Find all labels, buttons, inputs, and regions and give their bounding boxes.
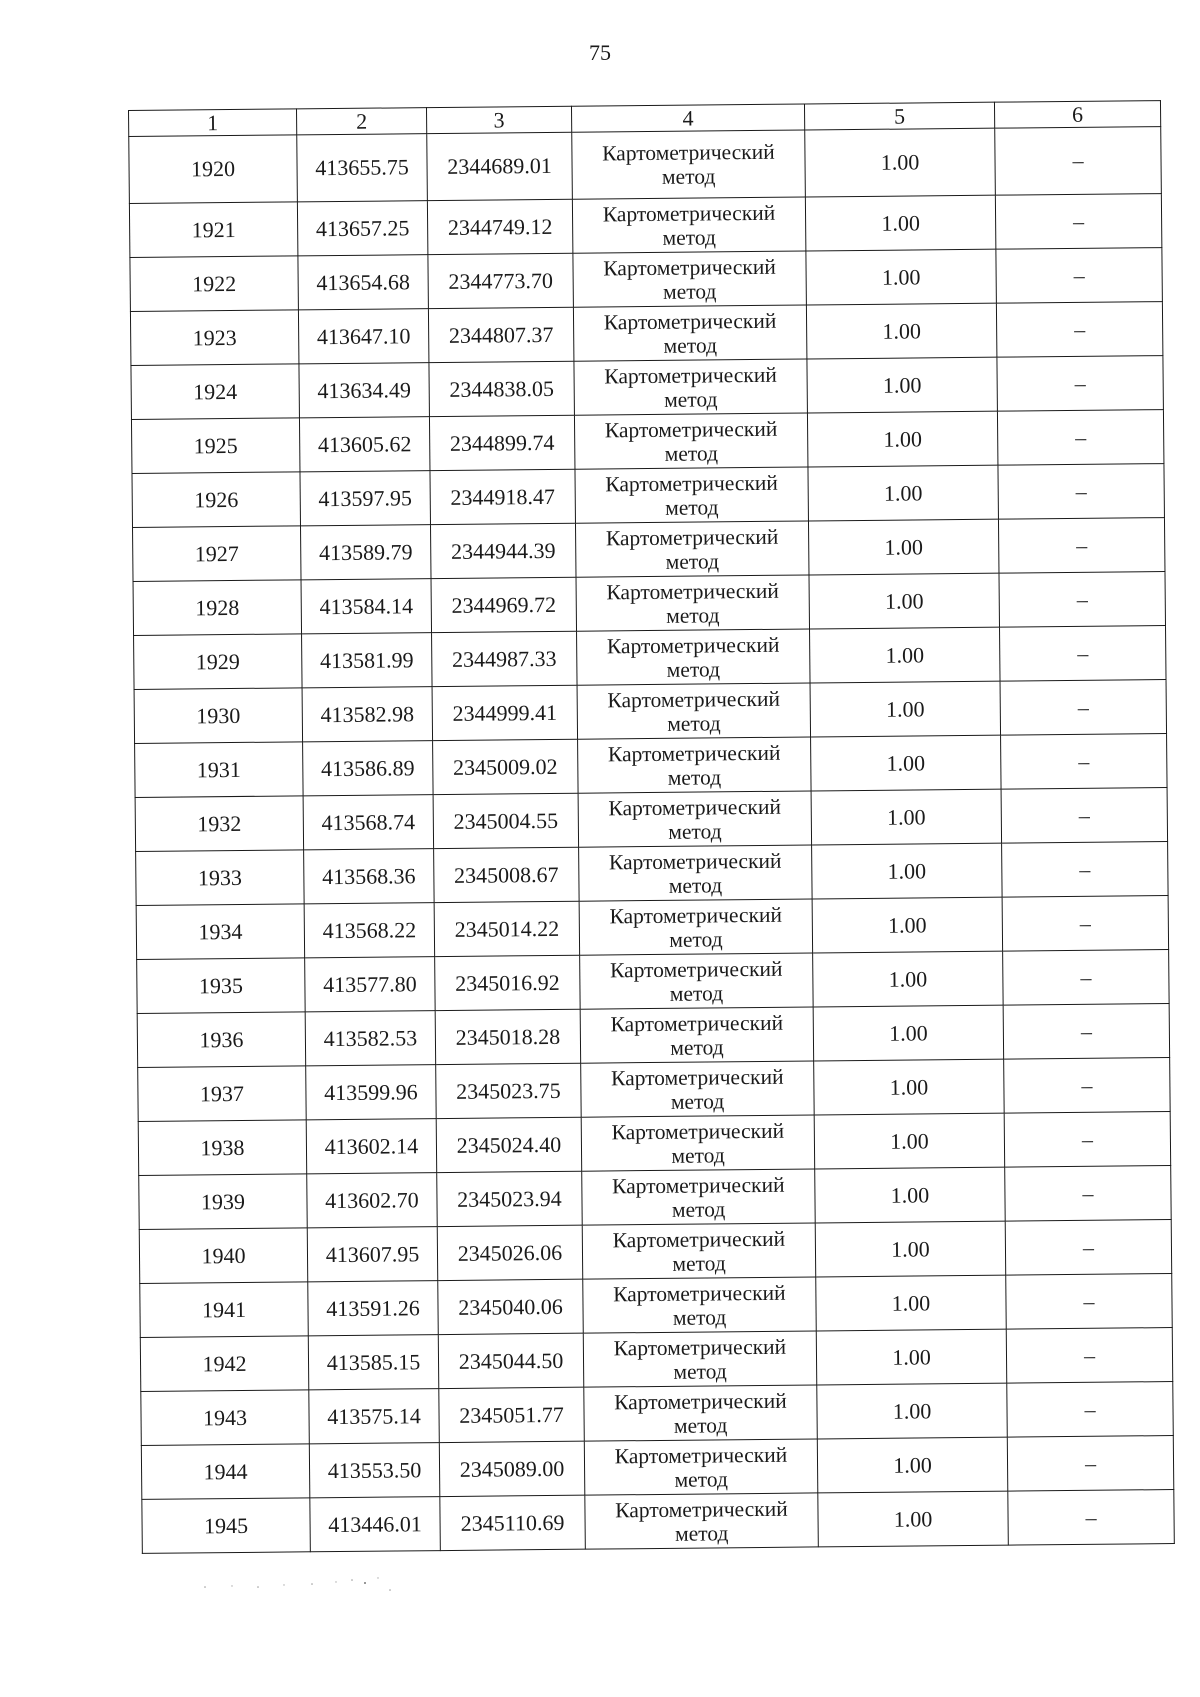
accuracy-cell: 1.00 (805, 195, 996, 251)
method-cell (578, 791, 812, 847)
x-coordinate-cell: 413553.50 (309, 1443, 440, 1498)
method-cell (583, 1277, 817, 1333)
note-cell: – (1001, 788, 1168, 844)
table-row (129, 127, 1162, 204)
method-line-1: Картометрический (602, 139, 775, 166)
accuracy-cell: 1.00 (811, 735, 1002, 791)
accuracy-cell: 1.00 (808, 465, 999, 521)
x-coordinate-cell: 413602.70 (307, 1173, 438, 1228)
method-line-2: метод (662, 224, 717, 250)
method-line-2: метод (666, 602, 720, 628)
table-row (140, 1274, 1172, 1338)
method-cell (578, 737, 812, 793)
table-row (133, 572, 1165, 636)
table-row (133, 518, 1165, 582)
method-cell (579, 899, 813, 955)
note-cell: – (995, 127, 1162, 196)
table-row (138, 1112, 1170, 1176)
accuracy-cell: 1.00 (814, 1113, 1005, 1169)
note-cell: – (1000, 680, 1167, 736)
note-cell: – (1006, 1328, 1173, 1384)
table-row (134, 626, 1166, 690)
method-line-2: метод (667, 764, 722, 790)
point-number-cell: 1920 (129, 135, 298, 204)
accuracy-cell: 1.00 (813, 951, 1004, 1007)
point-number-cell: 1937 (138, 1066, 307, 1122)
method-line-1: Картометрический (603, 308, 777, 334)
method-cell (575, 467, 809, 523)
x-coordinate-cell: 413634.49 (299, 363, 430, 418)
method-line-2: метод (674, 1466, 728, 1492)
accuracy-cell: 1.00 (806, 303, 997, 359)
note-cell: – (1006, 1274, 1173, 1330)
y-coordinate-cell: 2344987.33 (432, 631, 578, 686)
note-cell: – (1000, 626, 1167, 682)
point-number-cell: 1921 (129, 202, 298, 258)
method-cell (581, 1115, 815, 1171)
table-body (129, 127, 1175, 1554)
point-number-cell: 1928 (133, 580, 302, 636)
x-coordinate-cell: 413602.14 (306, 1119, 437, 1174)
method-line-2: метод (667, 710, 721, 736)
method-line-2: метод (661, 164, 716, 189)
y-coordinate-cell: 2345018.28 (435, 1009, 581, 1064)
method-line-1: Картометрический (604, 416, 778, 442)
y-coordinate-cell: 2345110.69 (440, 1495, 586, 1550)
x-coordinate-cell: 413647.10 (298, 309, 429, 364)
x-coordinate-cell: 413586.89 (303, 741, 434, 796)
x-coordinate-cell: 413599.96 (306, 1065, 437, 1120)
note-cell: – (1008, 1490, 1175, 1546)
point-number-cell: 1922 (130, 256, 299, 312)
note-cell: – (998, 518, 1165, 574)
note-cell: – (1003, 1004, 1170, 1060)
y-coordinate-cell: 2344999.41 (432, 685, 578, 740)
method-cell (585, 1493, 819, 1549)
y-coordinate-cell: 2345044.50 (438, 1333, 584, 1388)
y-coordinate-cell: 2345089.00 (439, 1441, 585, 1496)
point-number-cell: 1933 (136, 850, 305, 906)
point-number-cell: 1934 (136, 904, 305, 960)
point-number-cell: 1943 (141, 1390, 310, 1446)
method-line-1: Картометрический (614, 1442, 788, 1468)
method-cell (573, 251, 807, 307)
method-cell (580, 1007, 814, 1063)
method-line-2: метод (672, 1304, 727, 1330)
method-line-2: метод (673, 1412, 728, 1438)
note-cell: – (1002, 896, 1169, 952)
x-coordinate-cell: 413589.79 (300, 525, 431, 580)
method-line-1: Картометрический (607, 740, 781, 766)
x-coordinate-cell: 413568.74 (303, 795, 434, 850)
note-cell: – (1007, 1382, 1174, 1438)
method-line-2: метод (670, 1088, 725, 1114)
y-coordinate-cell: 2344899.74 (429, 415, 575, 470)
accuracy-cell: 1.00 (812, 897, 1003, 953)
y-coordinate-cell: 2344944.39 (430, 523, 576, 578)
point-number-cell: 1927 (133, 526, 302, 582)
note-cell: – (1005, 1220, 1172, 1276)
note-cell: – (1004, 1058, 1171, 1114)
method-line-2: метод (672, 1250, 726, 1276)
note-cell: – (995, 194, 1162, 250)
point-number-cell: 1923 (130, 310, 299, 366)
note-cell: – (999, 572, 1166, 628)
accuracy-cell: 1.00 (817, 1437, 1008, 1493)
point-number-cell: 1931 (135, 742, 304, 798)
point-number-cell: 1941 (140, 1282, 309, 1338)
accuracy-cell: 1.00 (807, 411, 998, 467)
y-coordinate-cell: 2345051.77 (439, 1387, 585, 1442)
method-line-1: Картометрический (609, 902, 783, 928)
x-coordinate-cell: 413591.26 (308, 1281, 439, 1336)
method-line-2: метод (664, 386, 718, 412)
method-line-2: метод (664, 440, 719, 466)
point-number-cell: 1944 (141, 1444, 310, 1500)
x-coordinate-cell: 413584.14 (301, 579, 432, 634)
method-line-2: метод (671, 1196, 726, 1222)
method-line-1: Картометрический (609, 956, 783, 982)
table-row (130, 302, 1162, 366)
method-line-1: Картометрический (606, 632, 780, 658)
header-cell-4: 4 (571, 104, 804, 132)
method-cell (583, 1331, 817, 1387)
method-line-1: Картометрический (614, 1388, 787, 1414)
y-coordinate-cell: 2345004.55 (433, 793, 579, 848)
table-row (131, 410, 1163, 474)
accuracy-cell: 1.00 (811, 789, 1002, 845)
table-row (140, 1328, 1172, 1392)
table-row (141, 1436, 1173, 1500)
note-cell: – (997, 410, 1164, 466)
y-coordinate-cell: 2344807.37 (428, 307, 574, 362)
header-cell-1: 1 (129, 109, 297, 137)
table-row (137, 950, 1169, 1014)
x-coordinate-cell: 413582.53 (305, 1011, 436, 1066)
note-cell: – (1001, 734, 1168, 790)
accuracy-cell: 1.00 (818, 1491, 1009, 1547)
method-line-2: метод (671, 1142, 725, 1168)
method-line-2: метод (673, 1358, 727, 1384)
method-line-1: Картометрический (605, 524, 779, 550)
method-line-1: Картометрический (611, 1172, 785, 1198)
y-coordinate-cell: 2345016.92 (435, 955, 581, 1010)
method-line-1: Картометрический (605, 470, 778, 496)
method-cell (575, 521, 809, 577)
point-number-cell: 1940 (139, 1228, 308, 1284)
x-coordinate-cell: 413575.14 (309, 1389, 440, 1444)
x-coordinate-cell: 413577.80 (305, 957, 436, 1012)
accuracy-cell: 1.00 (812, 843, 1003, 899)
method-line-1: Картометрический (607, 686, 781, 712)
method-cell (576, 575, 810, 631)
method-cell (572, 197, 806, 253)
table-row (135, 734, 1167, 798)
x-coordinate-cell: 413655.75 (297, 134, 428, 202)
table-row (139, 1220, 1171, 1284)
point-number-cell: 1938 (138, 1120, 307, 1176)
y-coordinate-cell: 2344838.05 (429, 361, 575, 416)
x-coordinate-cell: 413605.62 (299, 417, 430, 472)
y-coordinate-cell: 2345026.06 (437, 1225, 583, 1280)
accuracy-cell: 1.00 (805, 128, 996, 197)
accuracy-cell: 1.00 (815, 1221, 1006, 1277)
point-number-cell: 1939 (139, 1174, 308, 1230)
method-cell (584, 1439, 818, 1495)
accuracy-cell: 1.00 (810, 627, 1001, 683)
point-number-cell: 1932 (135, 796, 304, 852)
y-coordinate-cell: 2345023.75 (436, 1063, 582, 1118)
table-row (141, 1382, 1173, 1446)
method-cell (581, 1061, 815, 1117)
method-line-1: Картометрический (606, 578, 779, 604)
table-row (130, 248, 1162, 312)
method-line-2: метод (669, 926, 723, 952)
x-coordinate-cell: 413568.36 (304, 849, 435, 904)
accuracy-cell: 1.00 (816, 1275, 1007, 1331)
scan-specks (200, 1575, 430, 1595)
header-cell-2: 2 (296, 108, 426, 135)
table-row (131, 356, 1163, 420)
coordinates-sheet (128, 100, 1174, 1554)
point-number-cell: 1945 (142, 1498, 311, 1554)
accuracy-cell: 1.00 (809, 573, 1000, 629)
note-cell: – (1003, 950, 1170, 1006)
x-coordinate-cell: 413654.68 (298, 255, 429, 310)
y-coordinate-cell: 2344689.01 (427, 132, 573, 200)
y-coordinate-cell: 2344969.72 (431, 577, 577, 632)
method-line-2: метод (670, 1034, 724, 1060)
y-coordinate-cell: 2345023.94 (437, 1171, 583, 1226)
accuracy-cell: 1.00 (816, 1329, 1007, 1385)
method-cell (584, 1385, 818, 1441)
method-line-1: Картометрический (610, 1064, 784, 1090)
method-cell (572, 130, 806, 199)
note-cell: – (1004, 1112, 1171, 1168)
point-number-cell: 1925 (131, 418, 300, 474)
note-cell: – (997, 356, 1164, 412)
y-coordinate-cell: 2344918.47 (430, 469, 576, 524)
accuracy-cell: 1.00 (807, 357, 998, 413)
y-coordinate-cell: 2345014.22 (434, 901, 580, 956)
x-coordinate-cell: 413568.22 (304, 903, 435, 958)
note-cell: – (996, 248, 1163, 304)
note-cell: – (998, 464, 1165, 520)
table-row (142, 1490, 1174, 1554)
y-coordinate-cell: 2345040.06 (438, 1279, 584, 1334)
method-cell (579, 845, 813, 901)
y-coordinate-cell: 2344773.70 (428, 253, 574, 308)
y-coordinate-cell: 2345024.40 (436, 1117, 582, 1172)
table-row (137, 1004, 1169, 1068)
method-line-2: метод (665, 494, 719, 520)
accuracy-cell: 1.00 (810, 681, 1001, 737)
method-line-1: Картометрический (612, 1226, 786, 1252)
point-number-cell: 1930 (134, 688, 303, 744)
header-cell-5: 5 (804, 102, 994, 130)
method-line-1: Картометрический (611, 1118, 785, 1144)
method-line-2: метод (666, 656, 721, 682)
x-coordinate-cell: 413582.98 (302, 687, 433, 742)
note-cell: – (996, 302, 1163, 358)
table-row (138, 1058, 1170, 1122)
point-number-cell: 1942 (140, 1336, 309, 1392)
method-line-1: Картометрический (615, 1496, 788, 1522)
x-coordinate-cell: 413607.95 (307, 1227, 438, 1282)
accuracy-cell: 1.00 (814, 1059, 1005, 1115)
y-coordinate-cell: 2344749.12 (427, 199, 573, 254)
point-number-cell: 1926 (132, 472, 301, 528)
method-line-2: метод (674, 1520, 729, 1546)
method-cell (580, 953, 814, 1009)
method-cell (577, 629, 811, 685)
x-coordinate-cell: 413657.25 (297, 201, 428, 256)
method-cell (582, 1223, 816, 1279)
note-cell: – (1005, 1166, 1172, 1222)
method-line-1: Картометрический (604, 362, 777, 388)
method-line-1: Картометрический (613, 1334, 787, 1360)
table-row (135, 788, 1167, 852)
method-line-2: метод (669, 980, 724, 1006)
page-number: 75 (589, 40, 611, 65)
x-coordinate-cell: 413597.95 (300, 471, 431, 526)
header-cell-6: 6 (994, 101, 1160, 129)
table-row (132, 464, 1164, 528)
method-cell (577, 683, 811, 739)
accuracy-cell: 1.00 (815, 1167, 1006, 1223)
method-line-1: Картометрический (610, 1010, 784, 1036)
method-cell (582, 1169, 816, 1225)
method-cell (573, 305, 807, 361)
accuracy-cell: 1.00 (817, 1383, 1008, 1439)
coordinates-table (128, 100, 1175, 1554)
method-cell (574, 359, 808, 415)
point-number-cell: 1929 (134, 634, 303, 690)
method-line-1: Картометрический (613, 1280, 786, 1306)
method-line-1: Картометрический (608, 794, 782, 820)
table-row (129, 194, 1161, 258)
method-line-2: метод (668, 872, 723, 898)
method-line-2: метод (663, 332, 718, 358)
accuracy-cell: 1.00 (806, 249, 997, 305)
point-number-cell: 1936 (137, 1012, 306, 1068)
method-cell (574, 413, 808, 469)
x-coordinate-cell: 413585.15 (308, 1335, 439, 1390)
table-row (139, 1166, 1171, 1230)
method-line-2: метод (662, 278, 717, 304)
table-row (134, 680, 1166, 744)
note-cell: – (1002, 842, 1169, 898)
accuracy-cell: 1.00 (813, 1005, 1004, 1061)
method-line-1: Картометрический (608, 848, 782, 874)
method-line-2: метод (668, 818, 722, 844)
point-number-cell: 1935 (137, 958, 306, 1014)
method-line-1: Картометрический (602, 200, 776, 226)
point-number-cell: 1924 (131, 364, 300, 420)
y-coordinate-cell: 2345008.67 (434, 847, 580, 902)
table-row (136, 842, 1168, 906)
table-row (136, 896, 1168, 960)
x-coordinate-cell: 413581.99 (302, 633, 433, 688)
y-coordinate-cell: 2345009.02 (433, 739, 579, 794)
note-cell: – (1007, 1436, 1174, 1492)
accuracy-cell: 1.00 (808, 519, 999, 575)
header-cell-3: 3 (426, 106, 571, 133)
x-coordinate-cell: 413446.01 (310, 1497, 441, 1552)
method-line-2: метод (665, 548, 720, 574)
method-line-1: Картометрический (603, 254, 776, 280)
